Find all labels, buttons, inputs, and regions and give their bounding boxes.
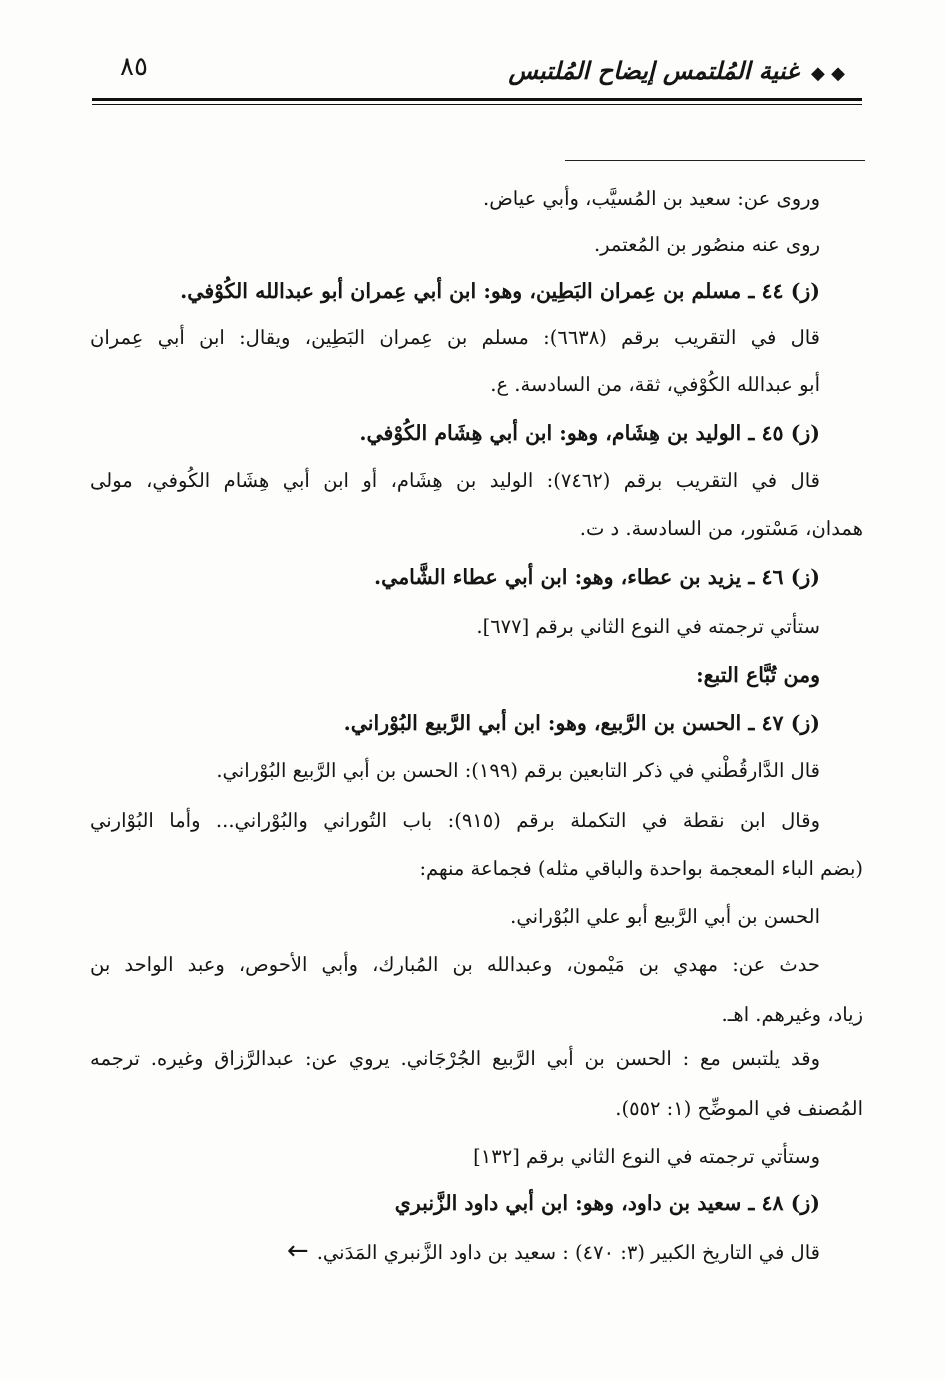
text-line: روى عنه منصُور بن المُعتمر. [593, 233, 820, 256]
entry-heading: (ز) ٤٦ ـ يزيد بن عطاء، وهو: ابن أبي عطاء الشَّامي. [373, 565, 820, 589]
header-rule-thin [92, 104, 862, 105]
running-title [205, 56, 845, 85]
text-line: وستأتي ترجمته في النوع الثاني برقم [١٣٢] [473, 1145, 820, 1168]
entry-heading: (ز) ٤٥ ـ الوليد بن هِشَام، وهو: ابن أبي هِشَام الكُوْفي. [359, 421, 820, 445]
text-line-content: قال في التاريخ الكبير (٣: ٤٧٠) : سعيد بن داود الزَّنبري المَدَني. [316, 1241, 820, 1264]
text-line: وقال ابن نقطة في التكملة برقم (٩١٥): باب التُوراني والبُوْراني... وأما البُوْارني [90, 809, 820, 832]
arrow-left-icon: ← [286, 1236, 309, 1266]
text-line: زياد، وغيرهم. اهـ. [721, 1003, 863, 1026]
page-number: ٨٥ [120, 52, 148, 82]
text-line: وروى عن: سعيد بن المُسيَّب، وأبي عياض. [483, 187, 820, 210]
text-line: همدان، مَسْتور، من السادسة. د ت. [579, 517, 863, 540]
text-line: قال في التقريب برقم (٦٦٣٨): مسلم بن عِمران البَطِين، ويقال: ابن أبي عِمران [90, 326, 820, 349]
footnote-divider [565, 160, 865, 161]
header-rule [92, 98, 862, 101]
text-line: قال الدَّارقُطْني في ذكر التابعين برقم (١٩٩): الحسن بن أبي الرَّبيع البُوْراني. [216, 759, 820, 782]
entry-heading: (ز) ٤٤ ـ مسلم بن عِمران البَطِين، وهو: ابن أبي عِمران أبو عبدالله الكُوْفي. [180, 279, 820, 303]
text-line: وقد يلتبس مع : الحسن بن أبي الرَّبيع الجُرْجَاني. يروي عن: عبدالرَّزاق وغيره. ترجمه [90, 1047, 820, 1070]
diamond-icon: ◆ ◆ [811, 63, 845, 84]
entry-heading: (ز) ٤٧ ـ الحسن بن الرَّبيع، وهو: ابن أبي الرَّبيع البُوْراني. [343, 711, 820, 735]
text-line: قال في التقريب برقم (٧٤٦٢): الوليد بن هِشَام، أو ابن أبي هِشَام الكُوفي، مولى [90, 469, 820, 492]
text-line-last [287, 1236, 820, 1266]
text-line: أبو عبدالله الكُوْفي، ثقة، من السادسة. ع. [490, 373, 820, 396]
running-title-text: غنية المُلتمس إيضاح المُلتبس [508, 56, 799, 85]
entry-heading: (ز) ٤٨ ـ سعيد بن داود، وهو: ابن أبي داود الزَّنبري [394, 1191, 820, 1215]
section-heading: ومن تُبَّاع التبع: [696, 663, 820, 687]
text-line: الحسن بن أبي الرَّبيع أبو علي البُوْراني. [510, 905, 820, 928]
text-line: ستأتي ترجمته في النوع الثاني برقم [٦٧٧]. [476, 615, 820, 638]
text-line: (بضم الباء المعجمة بواحدة والباقي مثله) فجماعة منهم: [419, 857, 863, 880]
text-line: حدث عن: مهدي بن مَيْمون، وعبدالله بن المُبارك، وأبي الأحوص، وعبد الواحد بن [90, 953, 820, 976]
text-line: المُصنف في الموضِّح (١: ٥٥٢). [615, 1097, 863, 1120]
